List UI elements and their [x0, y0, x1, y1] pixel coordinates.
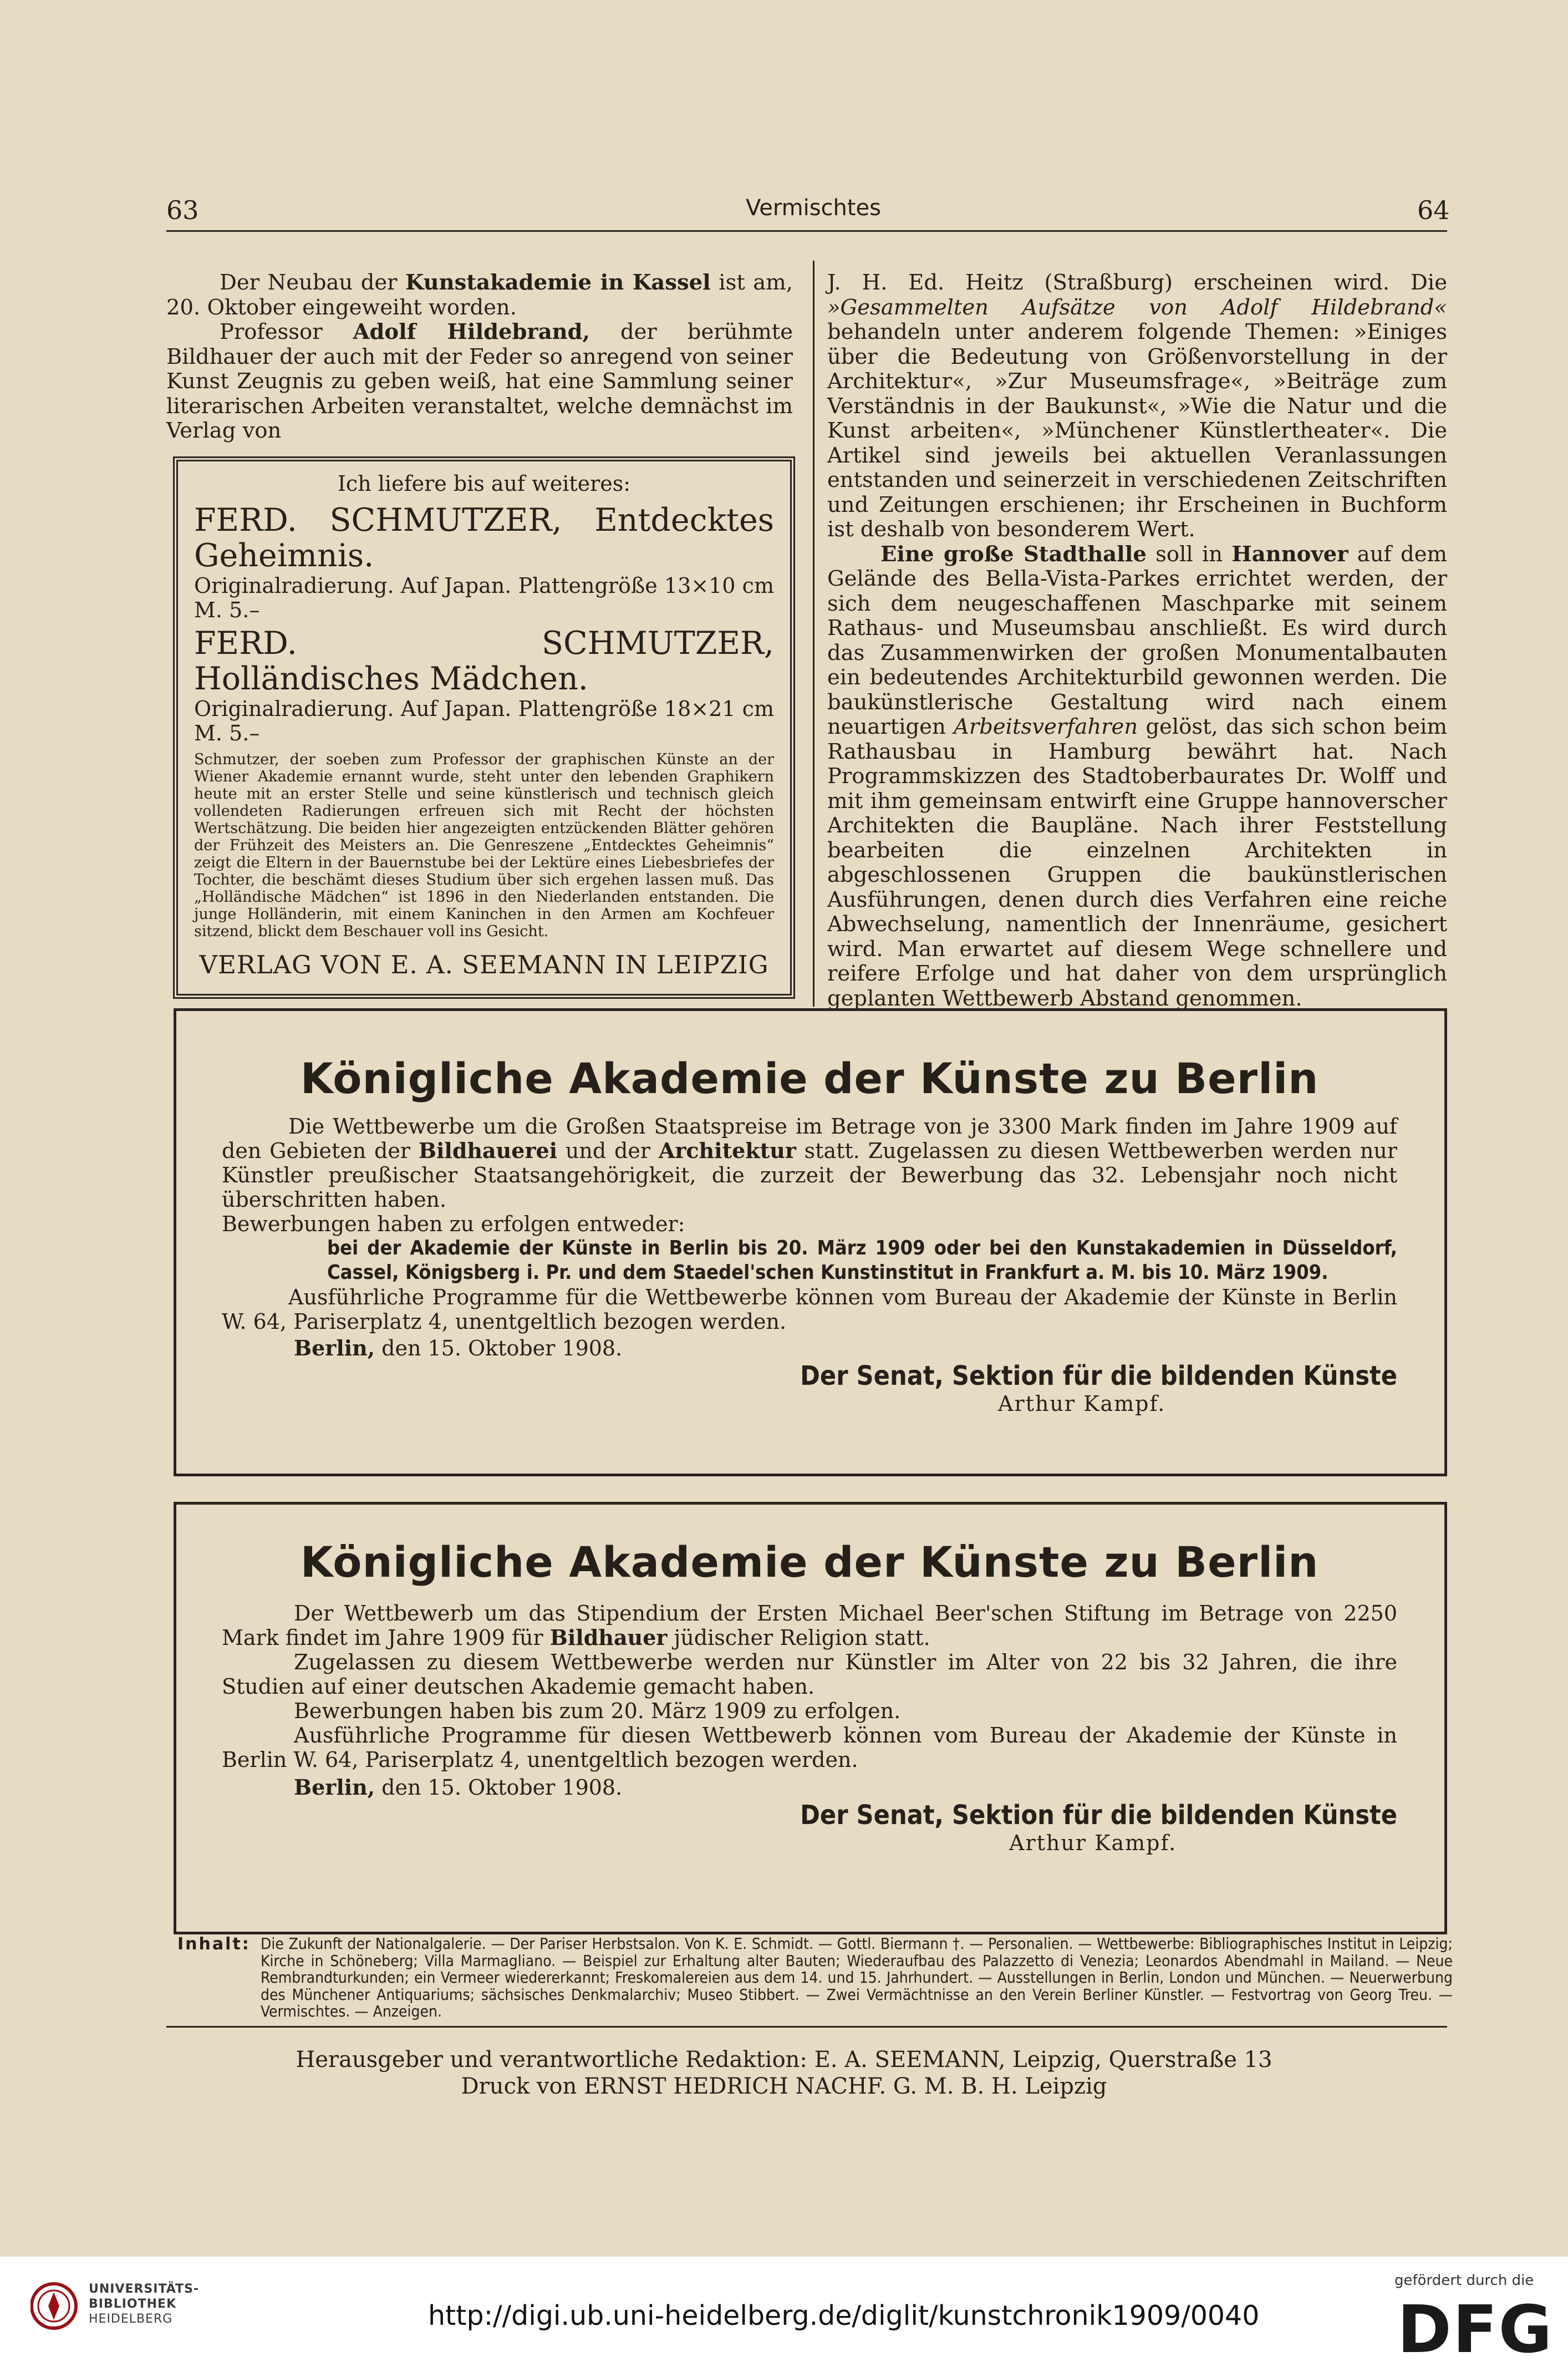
advert-content: [194, 471, 774, 979]
advert-item1-title: FERD. SCHMUTZER, Entdecktes Geheimnis.: [194, 502, 774, 574]
left-column: [166, 271, 793, 444]
announcement-1-p3: bei der Akademie der Künste in Berlin bis 20. März 1909 oder bei den Kunstakademien in Düsseldorf, Cassel, Königsberg i. Pr. und dem Staedel'schen Kunstinstitut in Frankfurt a. M. bis 10. März 1909.: [327, 1237, 1397, 1284]
announcement-1-p1: Die Wettbewerbe um die Großen Staatspreise im Betrage von je 3300 Mark finden im Jahre 1909 auf den Gebieten der Bildhauerei und der Architektur statt. Zugelassen zu diesen Wettbewerben werden nur Künstler preußischer Staatsangehörigkeit, die zurzeit der Bewerbung das 32. Lebensjahr noch nicht überschritten haben.: [222, 1114, 1398, 1212]
imprint-line-2: Druck von ERNST HEDRICH NACHF. G. M. B. H. Leipzig: [461, 2074, 1107, 2099]
page-number-right: 64: [1417, 195, 1450, 225]
announcement-1-signer: Arthur Kampf.: [998, 1391, 1166, 1416]
digitization-footer: [0, 2257, 1568, 2372]
announcement-1-senat: Der Senat, Sektion für die bildenden Künste: [800, 1360, 1397, 1391]
paragraph-stadthalle: Eine große Stadthalle soll in Hannover auf dem Gelände des Bella-Vista-Parkes errichtet werden, der sich dem neugeschaffenen Maschparke mit seinem Rathaus- und Museumsbau anschließt. Es wird durch das Zusammenwirken der großen Monumentalbauten ein bedeutendes Architekturbild gewonnen werden. Die baukünstlerische Gestaltung wird nach einem neuartigen Arbeitsverfahren gelöst, das sich schon beim Rathausbau in Hamburg bewährt hat. Nach Programmskizzen des Stadtoberbaurates Dr. Wolff und mit ihm gemeinsam entwirft eine Gruppe hannoverscher Architekten die Baupläne. Nach ihrer Feststellung bearbeiten die einzelnen Architekten in abgeschlossenen Gruppen die baukünstlerischen Ausführungen, denen durch dies Verfahren eine reiche Abwechselung, namentlich der Innenräume, gesichert wird. Man erwartet auf diesem Wege schnellere und reifere Erfolge und hat daher von dem ursprünglich geplanten Wettbewerb Abstand genommen.: [827, 541, 1447, 1011]
advert-publisher: VERLAG VON E. A. SEEMANN IN LEIPZIG: [199, 950, 769, 979]
source-url[interactable]: http://digi.ub.uni-heidelberg.de/diglit/kunstchronik1909/0040: [428, 2300, 1260, 2332]
imprint: [0, 2046, 1568, 2100]
contents-text: Die Zukunft der Nationalgalerie. — Der Pariser Herbstsalon. Von K. E. Schmidt. — Gottl. Biermann †. — Personalien. — Wettbewerbe: Bibliographisches Institut in Leipzig; Kirche in Schöneberg; Villa Marmagliano. — Beispiel zur Erhaltung alter Bauten; Wiederaufbau des Palazzetto di Venezia; Leonardos Abendmahl in Mailand. — Neue Rembrandturkunden; ein Vermeer wiedererkannt; Freskomalereien aus dem 14. und 15. Jahrhundert. — Ausstellungen in Berlin, London und München. — Neuerwerbung des Münchener Antiquariums; sächsisches Denkmalarchiv; Museo Stibbert. — Zwei Vermächtnisse an den Verein Berliner Künstler. — Festvortrag von Georg Treu. — Vermischtes. — Anzeigen.: [261, 1934, 1453, 2020]
announcement-2-p4: Ausführliche Programme für diesen Wettbewerb können vom Bureau der Akademie der Künste in Berlin W. 64, Pariserplatz 4, unentgeltlich bezogen werden.: [222, 1723, 1397, 1772]
announcement-2: [222, 1537, 1397, 1855]
announcement-2-title: Königliche Akademie der Künste zu Berlin: [300, 1537, 1319, 1587]
announcement-2-senat: Der Senat, Sektion für die bildenden Künste: [800, 1800, 1397, 1831]
announcement-1: [222, 1054, 1397, 1416]
advert-item2-title: FERD. SCHMUTZER, Holländisches Mädchen.: [194, 625, 774, 697]
contents-block: [177, 1936, 1453, 2020]
right-column: [827, 271, 1447, 1011]
announcement-1-title: Königliche Akademie der Künste zu Berlin: [300, 1054, 1319, 1103]
university-seal-icon: [30, 2276, 78, 2337]
header-rule: [166, 230, 1447, 232]
announcement-2-p3: Bewerbungen haben bis zum 20. März 1909 zu erfolgen.: [294, 1699, 901, 1723]
advert-item2-desc: Originalradierung. Auf Japan. Plattengröße 18×21 cm M. 5.–: [194, 697, 774, 745]
university-library-name: UNIVERSITÄTS- BIBLIOTHEK HEIDELBERG: [89, 2282, 200, 2326]
funded-by-label: gefördert durch die: [1394, 2272, 1534, 2289]
column-divider: [813, 261, 814, 1007]
announcement-1-p4: Ausführliche Programme für die Wettbewerbe können vom Bureau der Akademie der Künste in Berlin W. 64, Pariserplatz 4, unentgeltlich bezogen werden.: [222, 1285, 1397, 1334]
imprint-line-1: Herausgeber und verantwortliche Redaktion: E. A. SEEMANN, Leipzig, Querstraße 13: [296, 2047, 1272, 2073]
announcement-1-p2: Bewerbungen haben zu erfolgen entweder:: [222, 1212, 685, 1236]
announcement-2-signer: Arthur Kampf.: [1009, 1831, 1177, 1855]
contents-label: Inhalt:: [177, 1934, 251, 1954]
advert-intro: Ich liefere bis auf weiteres:: [337, 471, 631, 496]
announcement-2-p1: Der Wettbewerb um das Stipendium der Ersten Michael Beer'schen Stiftung im Betrage von 2250 Mark findet im Jahre 1909 für Bildhauer jüdischer Religion statt.: [222, 1601, 1397, 1650]
paragraph-hildebrand: Professor Adolf Hildebrand, der berühmte Bildhauer der auch mit der Feder so anregend von seiner Kunst Zeugnis zu geben weiß, hat eine Sammlung seiner literarischen Arbeiten veranstaltet, welche demnächst im Verlag von: [166, 319, 793, 443]
announcement-2-date: Berlin, den 15. Oktober 1908.: [294, 1775, 623, 1800]
advert-item1-desc: Originalradierung. Auf Japan. Plattengröße 13×10 cm M. 5.–: [194, 573, 774, 622]
advert-body: Schmutzer, der soeben zum Professor der graphischen Künste an der Wiener Akademie ernannt wurde, steht unter den lebenden Graphikern heute mit an erster Stelle und seine künstlerisch und technisch gleich vollendeten Radierungen erfreuen sich mit Recht der höchsten Wertschätzung. Die beiden hier angezeigten entzückenden Blätter gehören der Frühzeit des Meisters an. Die Genreszene „Entdecktes Geheimnis“ zeigt die Eltern in der Bauernstube bei der Lektüre eines Liebesbriefes der Tochter, die beschämt dieses Studium über sich ergehen lassen muß. Das „Holländische Mädchen“ ist 1896 in den Niederlanden entstanden. Die junge Holländerin, mit einem Kaninchen in den Armen am Kochfeuer sitzend, blickt dem Beschauer voll ins Gesicht.: [194, 751, 774, 940]
paragraph-heitz: J. H. Ed. Heitz (Straßburg) erscheinen wird. Die »Gesammelten Aufsätze von Adolf Hildebrand« behandeln unter anderem folgende Themen: »Einiges über die Bedeutung von Größenvorstellung in der Architektur«, »Zur Museumsfrage«, »Beiträge zum Verständnis in der Baukunst«, »Wie die Natur und die Kunst arbeiten«, »Münchener Künstlertheater«. Die Artikel sind jeweils bei aktuellen Veranlassungen entstanden und seinerzeit in verschiedenen Zeitschriften und Zeitungen erschienen; ihr Erscheinen in Buchform ist deshalb von besonderem Wert.: [827, 270, 1447, 542]
paragraph-kassel: Der Neubau der Kunstakademie in Kassel ist am, 20. Oktober eingeweiht worden.: [166, 270, 793, 320]
imprint-rule: [166, 2026, 1447, 2028]
announcement-2-p2: Zugelassen zu diesem Wettbewerbe werden nur Künstler im Alter von 22 bis 32 Jahren, die ihre Studien auf einer deutschen Akademie gemacht haben.: [222, 1650, 1397, 1699]
page-number-left: 63: [166, 195, 199, 225]
dfg-logo: DFG: [1397, 2291, 1554, 2368]
announcement-1-date: Berlin, den 15. Oktober 1908.: [294, 1335, 623, 1360]
running-title: Vermischtes: [746, 195, 882, 221]
